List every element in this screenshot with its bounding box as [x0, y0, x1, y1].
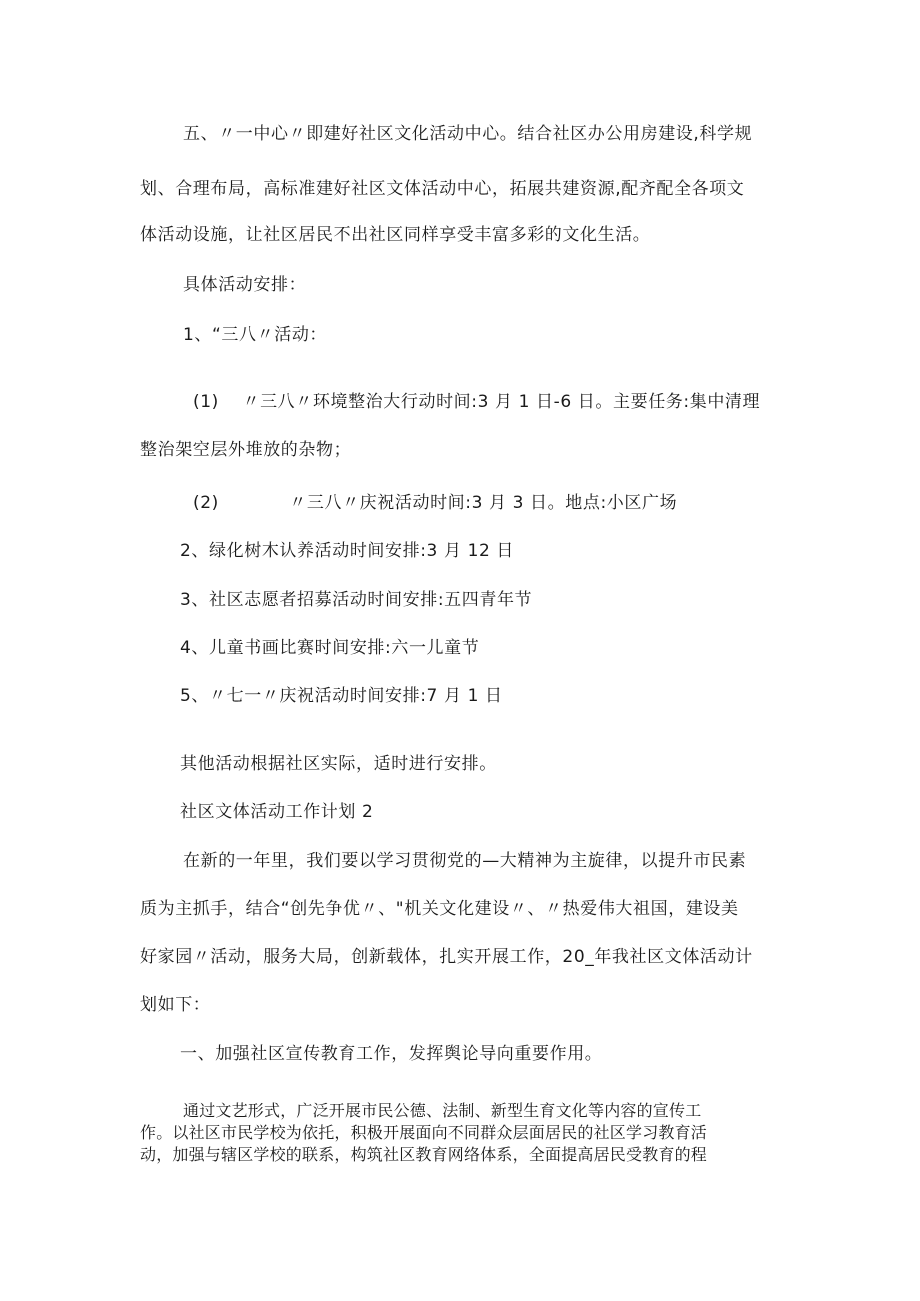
paragraph-1-line-2: 划、合理布局，高标准建好社区文体活动中心，拓展共建资源,配齐配全各项文	[140, 179, 745, 199]
activity-item-1-sub-1-line-2: 整治架空层外堆放的杂物；	[140, 440, 352, 460]
paragraph-2-line-1: 在新的一年里，我们要以学习贯彻党的—大精神为主旋律，以提升市民素	[183, 851, 747, 871]
schedule-heading: 具体活动安排：	[183, 275, 307, 295]
activity-item-2: 2、绿化树木认养活动时间安排:3 月 12 日	[180, 541, 515, 561]
activity-item-4: 4、儿童书画比赛时间安排:六一儿童节	[180, 638, 480, 658]
paragraph-3-line-1: 通过文艺形式，广泛开展市民公德、法制、新型生育文化等内容的宣传工	[183, 1101, 702, 1120]
other-activities-note: 其他活动根据社区实际，适时进行安排。	[180, 754, 497, 774]
activity-item-1-sub-1-line-1: (1) 〃三八〃环境整治大行动时间:3 月 1 日-6 日。主要任务:集中清理	[193, 392, 761, 412]
paragraph-2-line-4: 划如下：	[140, 995, 211, 1015]
activity-item-1-sub-2: (2) 〃三八〃庆祝活动时间:3 月 3 日。地点:小区广场	[193, 493, 678, 513]
section-title: 社区文体活动工作计划 2	[180, 802, 374, 822]
activity-item-3: 3、社区志愿者招募活动时间安排:五四青年节	[180, 590, 533, 610]
paragraph-2-line-3: 好家园〃活动，服务大局，创新载体，扎实开展工作，20_年我社区文体活动计	[140, 947, 753, 967]
heading-one: 一、加强社区宣传教育工作，发挥舆论导向重要作用。	[180, 1044, 603, 1064]
paragraph-2-line-2: 质为主抓手，结合“创先争优〃、"机关文化建设〃、〃热爱伟大祖国，建设美	[140, 899, 739, 919]
paragraph-3-line-3: 动，加强与辖区学校的联系，构筑社区教育网络体系，全面提高居民受教育的程	[140, 1145, 708, 1164]
paragraph-3-line-2: 作。以社区市民学校为依托，积极开展面向不同群众层面居民的社区学习教育活	[140, 1123, 708, 1142]
activity-item-5: 5、〃七一〃庆祝活动时间安排:7 月 1 日	[180, 686, 503, 706]
paragraph-1-line-1: 五、〃一中心〃即建好社区文化活动中心。结合社区办公用房建设,科学规	[183, 124, 753, 144]
paragraph-1-line-3: 体活动设施，让社区居民不出社区同样享受丰富多彩的文化生活。	[140, 225, 651, 245]
activity-item-1: 1、“三八〃活动：	[183, 325, 328, 345]
